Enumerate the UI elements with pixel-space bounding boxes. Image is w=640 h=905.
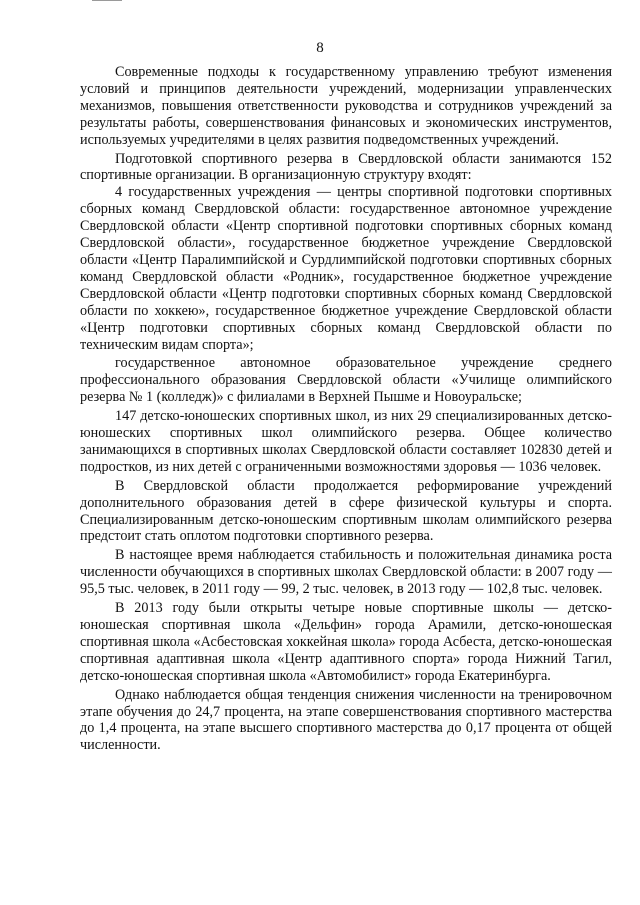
paragraph-2: Подготовкой спортивного резерва в Свердловской области занимаются 152 спортивные организации. В организационную структуру входят: <box>80 150 612 184</box>
scan-mark <box>92 0 122 1</box>
page-number: 8 <box>316 40 324 56</box>
document-body <box>80 64 612 754</box>
paragraph-3: 4 государственных учреждения — центры спортивной подготовки спортивных сборных команд Свердловской области: государственное автономное учреждение Свердловской области «Центр спортивной подготовки спортивных сборных команд Свердловской области», государственное бюджетное учреждение Свердловской области «Центр Паралимпийской и Сурдлимпийской подготовки спортивных сборных команд Свердловской области «Родник», государственное бюджетное учреждение Свердловской области «Центр подготовки спортивных сборных команд Свердловской области по хоккею», государственное бюджетное учреждение Свердловской области «Центр подготовки спортивных сборных команд Свердловской области по техническим видам спорта»; <box>80 184 612 353</box>
paragraph-9: Однако наблюдается общая тенденция снижения численности на тренировочном этапе обучения до 24,7 процента, на этапе совершенствования спортивного мастерства до 1,4 процента, на этапе высшего спортивного мастерства до 0,17 процента от общей численности. <box>80 686 612 754</box>
paragraph-5: 147 детско-юношеских спортивных школ, из них 29 специализированных детско-юношеских спортивных школ олимпийского резерва. Общее количество занимающихся в спортивных школах Свердловской области составляет 102830 детей и подростков, из них детей с ограниченными возможностями здоровья — 1036 человек. <box>80 408 612 475</box>
paragraph-4: государственное автономное образовательное учреждение среднего профессионального образования Свердловской области «Училище олимпийского резерва № 1 (колледж)» с филиалами в Верхней Пышме и Новоуральске; <box>80 355 612 406</box>
paragraph-6: В Свердловской области продолжается реформирование учреждений дополнительного образования детей в сфере физической культуры и спорта. Специализированным детско-юношеским спортивным школам олимпийского резерва предстоит стать оплотом подготовки спортивного резерва. <box>80 477 612 545</box>
paragraph-8: В 2013 году были открыты четыре новые спортивные школы — детско-юношеская спортивная школа «Дельфин» города Арамили, детско-юношеская спортивная школа «Асбестовская хоккейная школа» города Асбеста, детско-юношеская спортивная адаптивная школа «Центр адаптивного спорта» города Нижний Тагил, детско-юношеская спортивная школа «Автомобилист» города Екатеринбурга. <box>80 600 612 684</box>
paragraph-1: Современные подходы к государственному управлению требуют изменения условий и принципов деятельности учреждений, модернизации управленческих механизмов, повышения ответственности руководства и сотрудников учреждений за результаты работы, совершенствования финансовых и экономических инструментов, используемых учредителями в целях развития подведомственных учреждений. <box>80 64 612 148</box>
paragraph-7: В настоящее время наблюдается стабильность и положительная динамика роста численности обучающихся в спортивных школах Свердловской области: в 2007 году — 95,5 тыс. человек, в 2011 году — 99, 2 тыс. человек, в 2013 году — 102,8 тыс. человек. <box>80 547 612 598</box>
